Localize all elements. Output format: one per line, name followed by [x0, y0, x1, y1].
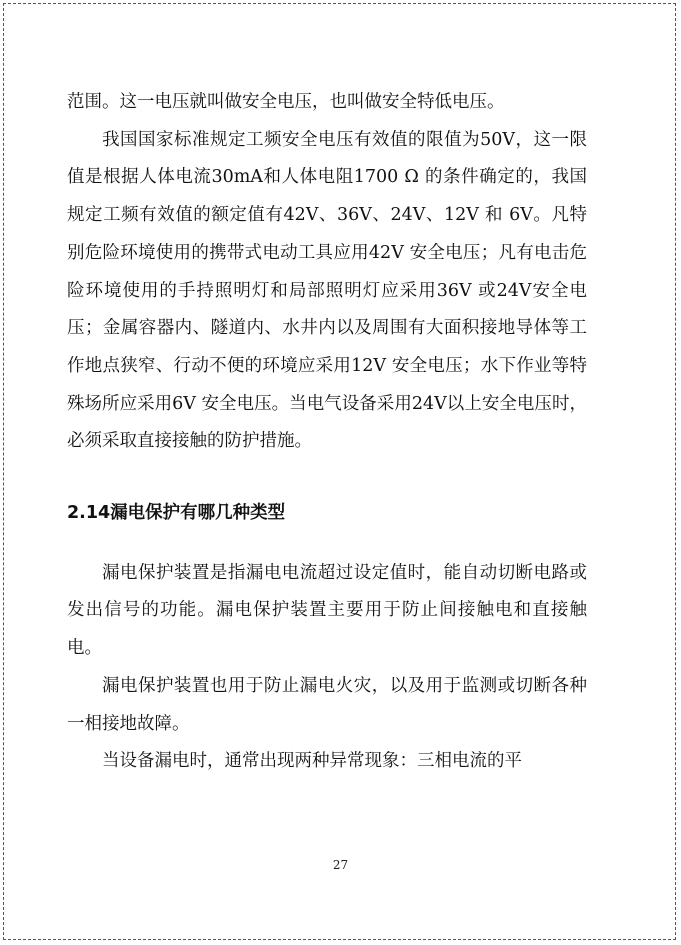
- paragraph-leakage-definition: 漏电保护装置是指漏电电流超过设定值时，能自动切断电路或发出信号的功能。漏电保护装置主要用于防止间接触电和直接触电。: [67, 562, 587, 659]
- page-number: 27: [332, 858, 349, 872]
- paragraph-continuation: 范围。这一电压就叫做安全电压，也叫做安全特低电压。: [67, 92, 505, 112]
- paragraph-leakage-fire: 漏电保护装置也用于防止漏电火灾，以及用于监测或切断各种一相接地故障。: [67, 675, 587, 734]
- section-heading: 2.14漏电保护有哪几种类型: [67, 503, 286, 524]
- paragraph-leakage-phenomena: 当设备漏电时，通常出现两种异常现象：三相电流的平: [102, 751, 522, 772]
- document-body: [67, 84, 587, 781]
- paragraph-safety-voltage: 我国国家标准规定工频安全电压有效值的限值为50V，这一限值是根据人体电流30mA和人体电阻1700 Ω 的条件确定的，我国规定工频有效值的额定值有42V、36V、24V、12V 和 6V。凡特别危险环境使用的携带式电动工具应用42V 安全电压；凡有电击危险环境使用的手持照明灯和局部照明灯应采用36V 或24V安全电压；金属容器内、隧道内、水井内以及周围有大面积接地导体等工作地点狭窄、行动不便的环境应采用12V 安全电压；水下作业等特殊场所应采用6V 安全电压。当电气设备采用24V以上安全电压时，必须采取直接接触的防护措施。: [67, 129, 587, 452]
